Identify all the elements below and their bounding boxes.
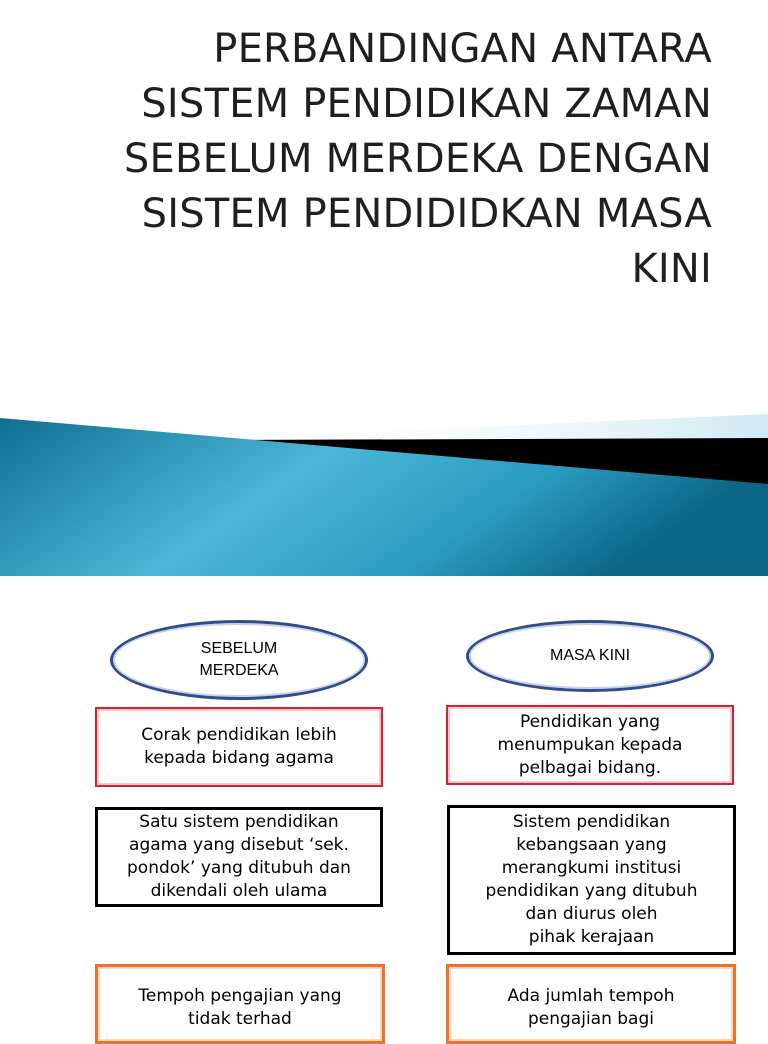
row3-left-text: Tempoh pengajian yang tidak terhad: [138, 986, 342, 1029]
row1-left-box: [95, 707, 383, 787]
title-line: KINI: [631, 246, 712, 292]
row2-right-box: [447, 805, 736, 955]
title-line: PERBANDINGAN ANTARA: [213, 26, 712, 72]
row3-right-text: Ada jumlah tempoh pengajian bagi: [507, 986, 675, 1029]
row2-left-text: Satu sistem pendidikan agama yang disebut ‘sek. pondok’ yang ditubuh dan dikendali oleh ulama: [127, 812, 351, 901]
row3-left-box: [95, 964, 385, 1044]
decorative-banner: [0, 400, 768, 576]
row2-left-box: [95, 807, 383, 907]
header-label-left: SEBELUM MERDEKA: [199, 640, 279, 679]
row1-right-box: [446, 705, 734, 785]
row1-right-text: Pendidikan yang menumpukan kepada pelbagai bidang.: [497, 711, 683, 778]
header-oval-masa-kini: [466, 620, 714, 692]
row1-left-text: Corak pendidikan lebih kepada bidang agama: [141, 725, 337, 768]
row2-right-text: Sistem pendidikan kebangsaan yang merangkumi institusi pendidikan yang ditubuh dan diurus oleh pihak kerajaan: [485, 812, 698, 947]
title-line: SISTEM PENDIDIDKAN MASA: [141, 191, 712, 237]
banner-light-stripe: [230, 414, 768, 438]
row3-right-box: [446, 964, 736, 1044]
title-line: SEBELUM MERDEKA DENGAN: [123, 136, 712, 182]
title-line: SISTEM PENDIDIKAN ZAMAN: [141, 81, 712, 127]
header-oval-sebelum-merdeka: [110, 620, 368, 700]
header-label-right: MASA KINI: [549, 647, 631, 664]
slide-title: [12, 22, 712, 297]
